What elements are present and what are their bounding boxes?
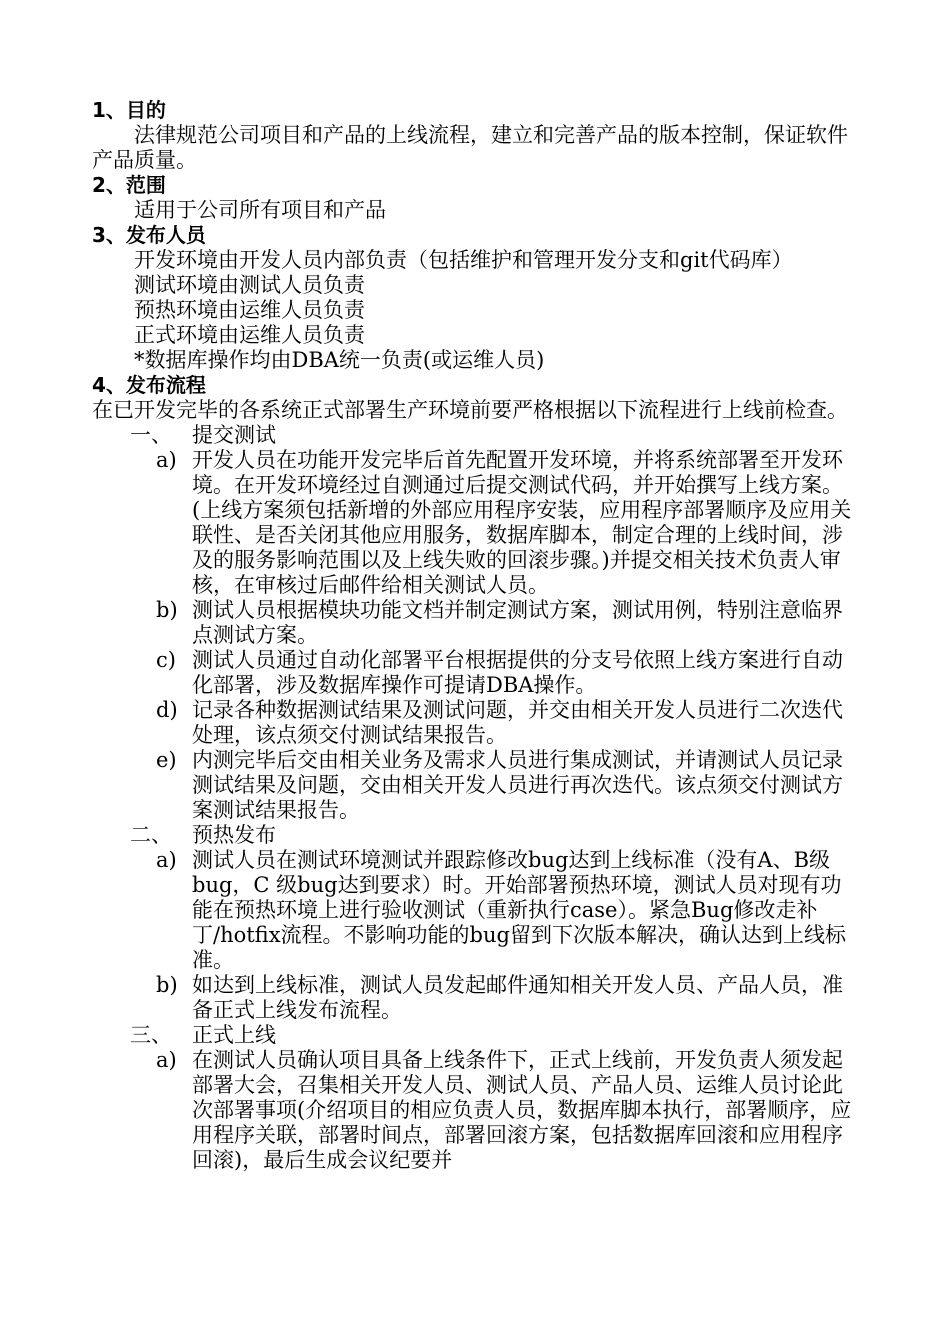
release-staff-line: 开发环境由开发人员内部负责（包括维护和管理开发分支和git代码库） [134,248,793,272]
subsection-number: 一、 [130,423,172,447]
list-item-text: 内测完毕后交由相关业务及需求人员进行集成测试，并请测试人员记录测试结果及问题，交由相关开发人员进行再次迭代。该点须交付测试方案测试结果报告。 [192,748,843,822]
release-staff-line: 正式环境由运维人员负责 [134,323,365,347]
section-heading-release-staff: 3、发布人员 [92,223,206,247]
subsection-title [92,423,862,448]
subsection-number: 三、 [130,1023,172,1047]
subsection-label: 预热发布 [192,823,276,847]
subsection-title [92,1023,862,1048]
subsection-title [92,823,862,848]
list-item-text: 记录各种数据测试结果及测试问题，并交由相关开发人员进行二次迭代处理，该点须交付测试结果报告。 [192,698,843,747]
list-item [92,598,862,648]
list-item-text: 测试人员在测试环境测试并跟踪修改bug达到上线标准（没有A、B级bug，C 级bug达到要求）时。开始部署预热环境，测试人员对现有功能在预热环境上进行验收测试（重新执行case）。紧急Bug修改走补丁/hotfix流程。不影响功能的bug留到下次版本解决，确认达到上线标准。 [192,848,846,972]
list-item [92,648,862,698]
list-item-marker: e) [156,748,177,772]
list-item-text: 在测试人员确认项目具备上线条件下，正式上线前，开发负责人须发起部署大会，召集相关开发人员、测试人员、产品人员、运维人员讨论此次部署事项(介绍项目的相应负责人员，数据库脚本执行，部署顺序，应用程序关联，部署时间点，部署回滚方案，包括数据库回滚和应用程序回滚)，最后生成会议纪要并 [192,1048,852,1172]
purpose-text: 法律规范公司项目和产品的上线流程，建立和完善产品的版本控制，保证软件产品质量。 [92,123,848,172]
list-item-text: 开发人员在功能开发完毕后首先配置开发环境，并将系统部署至开发环境。在开发环境经过自测通过后提交测试代码，并开始撰写上线方案。(上线方案须包括新增的外部应用程序安装，应用程序部署顺序及应用关联性、是否关闭其他应用服务，数据库脚本，制定合理的上线时间，涉及的服务影响范围以及上线失败的回滚步骤。)并提交相关技术负责人审核，在审核过后邮件给相关测试人员。 [192,448,852,597]
list-item-marker: a) [156,848,177,872]
section-heading-release-process: 4、发布流程 [92,373,206,397]
list-item-marker: b) [156,973,178,997]
list-item [92,1048,862,1173]
document-page [92,98,862,1173]
release-process-intro: 在已开发完毕的各系统正式部署生产环境前要严格根据以下流程进行上线前检查。 [92,398,848,422]
release-staff-line: 预热环境由运维人员负责 [134,298,365,322]
list-item [92,698,862,748]
list-item [92,973,862,1023]
section-heading-scope: 2、范围 [92,173,166,197]
subsection-label: 正式上线 [192,1023,276,1047]
list-item-marker: b) [156,598,178,622]
list-item [92,848,862,973]
list-item-text: 如达到上线标准，测试人员发起邮件通知相关开发人员、产品人员，准备正式上线发布流程。 [192,973,843,1022]
list-item-marker: a) [156,1048,177,1072]
list-item-text: 测试人员通过自动化部署平台根据提供的分支号依照上线方案进行自动化部署，涉及数据库操作可提请DBA操作。 [192,648,843,697]
list-item-marker: a) [156,448,177,472]
release-staff-line: 测试环境由测试人员负责 [134,273,365,297]
subsection-label: 提交测试 [192,423,276,447]
scope-text: 适用于公司所有项目和产品 [134,198,386,222]
list-item [92,448,862,598]
subsection-number: 二、 [130,823,172,847]
section-heading-purpose: 1、目的 [92,98,166,122]
list-item [92,748,862,823]
list-item-marker: c) [156,648,176,672]
release-staff-line: *数据库操作均由DBA统一负责(或运维人员) [134,348,545,372]
list-item-text: 测试人员根据模块功能文档并制定测试方案，测试用例，特别注意临界点测试方案。 [192,598,843,647]
list-item-marker: d) [156,698,178,722]
